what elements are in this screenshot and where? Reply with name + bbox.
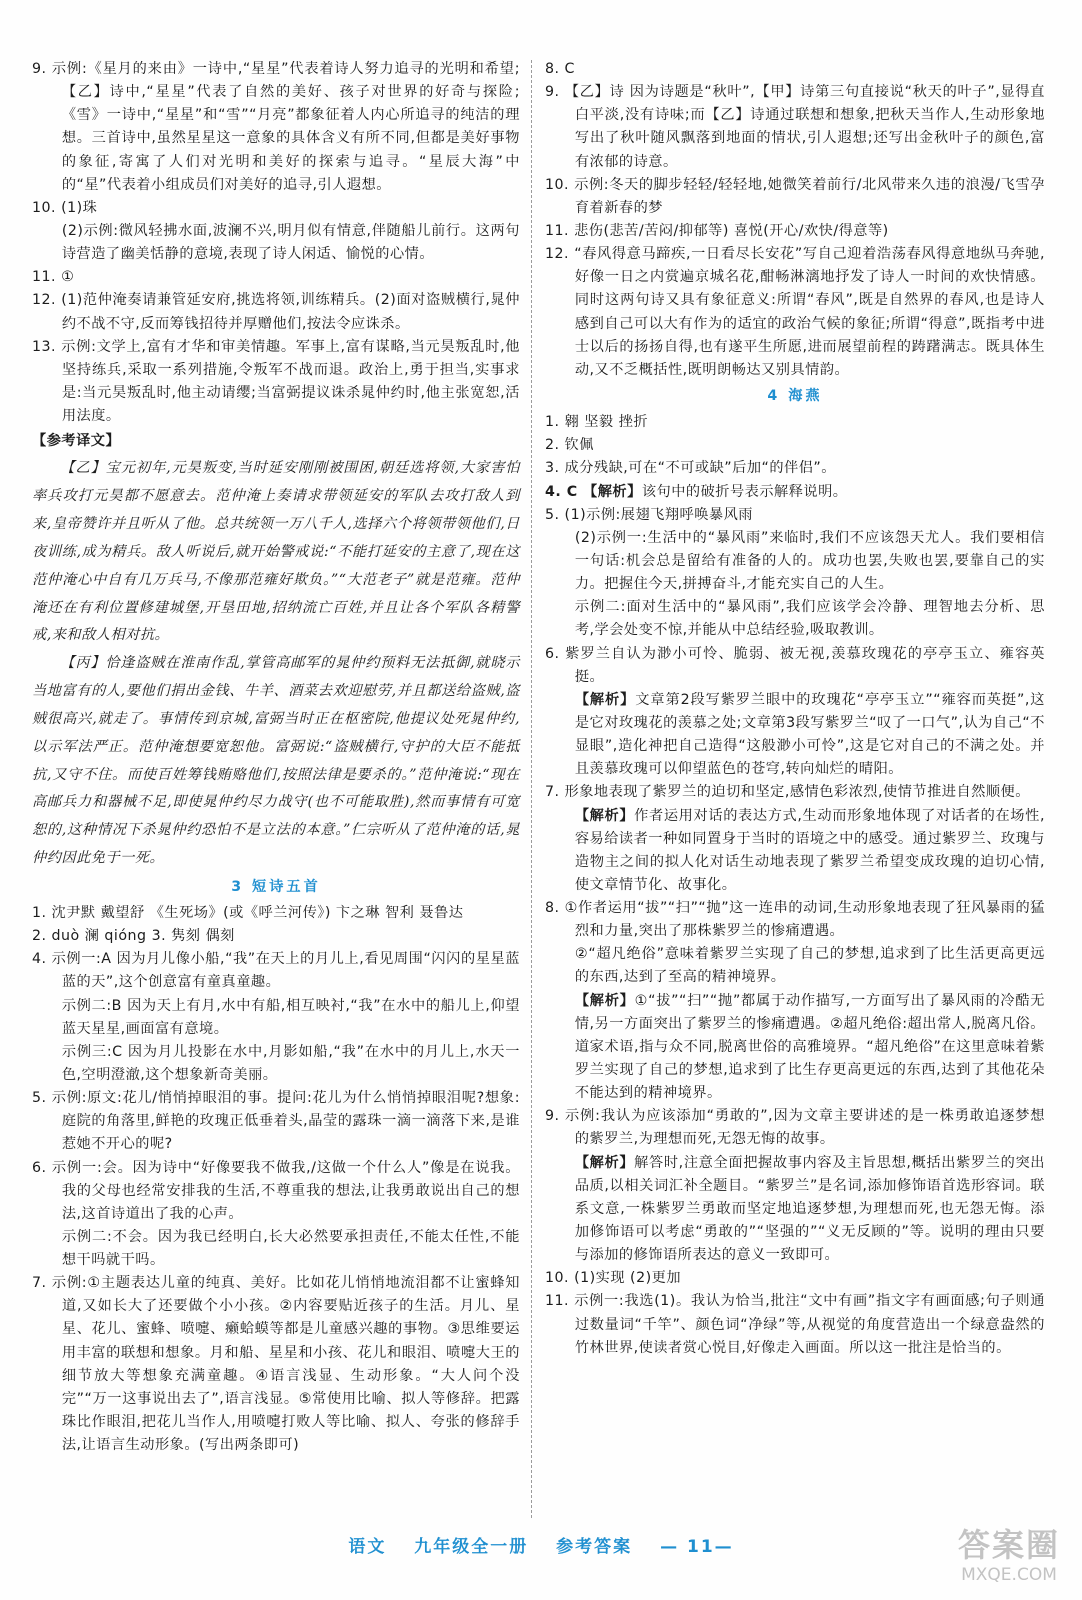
page-number: — 11— xyxy=(660,1537,734,1557)
s4-answer-8-a: 8. ①作者运用“拔”“扫”“抛”这一连串的动词,生动形象地表现了狂风暴雨的猛烈和力量,突出了那株紫罗兰的惨痛遭遇。 xyxy=(545,900,1045,940)
s4-answer-6: 6. 紫罗兰自认为渺小可怜、脆弱、被无视,羡慕玫瑰花的亭亭玉立、雍容英挺。 xyxy=(545,645,1045,685)
answer-11-left: 11. ① xyxy=(32,269,75,286)
s3-answer-6-b: 示例二:不会。因为我已经明白,长大必然要承担责任,不能太任性,不能想干吗就干吗。 xyxy=(61,1228,520,1269)
s4-answer-10: 10. (1)实现 (2)更加 xyxy=(545,1270,682,1287)
reference-translation-title: 【参考译文】 xyxy=(32,433,121,450)
answer-10-1: 10. (1)珠 xyxy=(32,199,98,216)
s3-answer-4-c: 示例三:C 因为月儿投影在水中,月影如船,“我”在水中的月儿上,水天一色,空明澄澈,这个想象新奇美丽。 xyxy=(61,1043,520,1083)
left-column xyxy=(32,58,520,1457)
s4-answer-11: 11. 示例一:我选(1)。我认为恰当,批注“文中有画”指文字有画面感;句子则通过数量词“千竿”、颜色词“净绿”等,从视觉的角度营造出一个绿意盎然的竹林世界,使读者赏心悦目,好像走入画面。所以这一批注是恰当的。 xyxy=(545,1293,1045,1356)
s4-analysis-9-text: 解答时,注意全面把握故事内容及主旨思想,概括出紫罗兰的突出品质,以相关词汇补全题目。“紫罗兰”是名词,添加修饰语首选形容词。联系文意,一株紫罗兰勇敢而坚定地追逐梦想,为理想而死,也无怨无悔。添加修饰语可以考虑“勇敢的”“坚强的”“义无反顾的”等。说明的理由只要与添加的修饰语所表达的意义一致即可。 xyxy=(574,1154,1045,1264)
footer-label: 参考答案 xyxy=(556,1537,633,1557)
s4-answer-4-text: 该句中的破折号表示解释说明。 xyxy=(641,483,848,500)
s3-answer-4-b: 示例二:B 因为天上有月,水中有船,相互映衬,“我”在水中的船儿上,仰望蓝天星星,画面富有意境。 xyxy=(61,997,520,1037)
right-column xyxy=(545,58,1045,1360)
s4-answer-3: 3. 成分残缺,可在“不可或缺”后加“的伴侣”。 xyxy=(545,460,836,477)
s4-answer-5-b: (2)示例一:生活中的“暴风雨”来临时,我们不应该怨天尤人。我们要相信一句话:机会总是留给有准备的人的。成功也罢,失败也罢,要靠自己的实力。把握住今天,拼搏奋斗,才能充实自己的人生。 xyxy=(574,529,1045,593)
s4-analysis-7-text: 作者运用对话的表达方式,生动而形象地体现了对话者的在场性,容易给读者一种如同置身于当时的语境之中的感受。通过紫罗兰、玫瑰与造物主之间的拟人化对话生动地表现了紫罗兰希望变成玫瑰的迫切心情,使文章情节化、故事化。 xyxy=(574,807,1045,893)
page-footer xyxy=(0,1532,1082,1557)
s4-analysis-6-text: 文章第2段写紫罗兰眼中的玫瑰花“亭亭玉立”“雍容而英挺”,这是它对玫瑰花的羡慕之处;文章第3段写紫罗兰“叹了一口气”,认为自己“不显眼”,造化神把自己造得“这般渺小可怜”,这是它对自己的不满之处。并且羡慕玫瑰可以仰望蓝色的苍穹,转向灿烂的晴阳。 xyxy=(574,691,1045,778)
s4-analysis-6-tag: 【解析】 xyxy=(574,691,636,708)
s4-answer-2: 2. 钦佩 xyxy=(545,437,594,454)
answer-9-left: 9. 示例:《星月的来由》一诗中,“星星”代表着诗人努力追寻的光明和希望;【乙】诗中,“星星”代表了自然的美好、孩子对世界的好奇与探险;《雪》一诗中,“星星”和“雪”“月亮”都象征着人内心所追寻的纯洁的理想。三首诗中,虽然星星这一意象的具体含义有所不同,但都是美好事物的象征,寄寓了人们对光明和美好的探索与追寻。“星辰大海”中的“星”代表着小组成员们对美好的追寻,引人遐想。 xyxy=(32,61,520,193)
s4-answer-5-c: 示例二:面对生活中的“暴风雨”,我们应该学会冷静、理智地去分析、思考,学会处变不惊,并能从中总结经验,吸取教训。 xyxy=(574,599,1045,639)
translation-bing: 【丙】恰逢盗贼在淮南作乱,掌管高邮军的晁仲约预料无法抵御,就晓示当地富有的人,要他们捐出金钱、牛羊、酒菜去欢迎慰劳,并且都送给盗贼,盗贼很高兴,就走了。事情传到京城,富弼当时正在枢密院,他提议处死晁仲约,以示军法严正。范仲淹想要宽恕他。富弼说:“盗贼横行,守护的大臣不能抵抗,又守不住。而使百姓筹钱贿赂他们,按照法律是要杀的。”范仲淹说:“现在高邮兵力和器械不足,即使晁仲约尽力战守(也不可能取胜),然而事情有可宽恕的,这种情况下杀晁仲约恐怕不是立法的本意。”仁宗听从了范仲淹的话,晁仲约因此免于一死。 xyxy=(32,655,520,866)
answer-13: 13. 示例:文学上,富有才华和审美情趣。军事上,富有谋略,当元昊叛乱时,他坚持练兵,采取一系列措施,令叛军不战而退。政治上,勇于担当,实事求是:当元昊叛乱时,他主动请缨;当富弼提议诛杀晁仲约时,他主张宽恕,活用法度。 xyxy=(32,338,520,425)
s4-answer-8-b: ②“超凡绝俗”意味着紫罗兰实现了自己的梦想,追求到了比生活更高更远的东西,达到了至高的精神境界。 xyxy=(574,946,1045,986)
watermark-logo-text: 答案圈 xyxy=(957,1526,1060,1564)
s4-analysis-9-tag: 【解析】 xyxy=(574,1154,635,1171)
s4-analysis-8-text: ①“拔”“扫”“抛”都属于动作描写,一方面写出了暴风雨的冷酷无情,另一方面突出了紫罗兰的惨痛遭遇。②超凡绝俗:超出常人,脱离凡俗。道家术语,指与众不同,脱离世俗的高雅境界。“超凡绝俗”在这里意味着紫罗兰实现了自己的梦想,追求到了比生存更高更远的东西,达到了其他花朵不能达到的精神境界。 xyxy=(574,992,1045,1102)
answer-9-right: 9. 【乙】诗 因为诗题是“秋叶”,【甲】诗第三句直接说“秋天的叶子”,显得直白平淡,没有诗味;而【乙】诗通过联想和想象,把秋天当作人,生动形象地写出了秋叶随风飘落到地面的情状,引人遐想;还写出金秋叶子的颜色,富有浓郁的诗意。 xyxy=(545,84,1045,170)
s4-analysis-8 xyxy=(545,990,1045,1106)
s3-answer-6-a: 6. 示例一:会。因为诗中“好像要我不做我,/这做一个什么人”像是在说我。我的父母也经常安排我的生活,不尊重我的想法,让我勇敢说出自己的想法,这首诗道出了我的心声。 xyxy=(32,1159,520,1222)
answer-12-right: 12. “春风得意马蹄疾,一日看尽长安花”写自己迎着浩荡春风得意地纵马奔驰,好像一日之内赏遍京城名花,酣畅淋漓地抒发了诗人一时间的欢快情感。同时这两句诗又具有象征意义:所谓“春风”,既是自然界的春风,也是诗人感到自己可以大有作为的适宜的政治气候的象征;所谓“得意”,既指考中进士以后的扬扬自得,也有遂平生所愿,进而展望前程的踌躇满志。既具体生动,又不乏概括性,既明朗畅达又别具情韵。 xyxy=(545,246,1045,378)
s3-answer-4-a: 4. 示例一:A 因为月儿像小船,“我”在天上的月儿上,看见周围“闪闪的星星蓝蓝的天”,这个创意富有童真童趣。 xyxy=(32,951,520,991)
section-title-3: 3 短诗五首 xyxy=(231,878,321,895)
answer-11-right: 11. 悲伤(悲苦/苦闷/抑郁等) 喜悦(开心/欢快/得意等) xyxy=(545,222,889,239)
answer-12-left: 12. (1)范仲淹奏请兼管延安府,挑选将领,训练精兵。(2)面对盗贼横行,晁仲约不战不守,反而筹钱招待并厚赠他们,按法令应诛杀。 xyxy=(32,292,520,332)
s3-answer-2-3: 2. duò 澜 qióng 3. 隽刻 偶刻 xyxy=(32,928,235,945)
translation-yi: 【乙】宝元初年,元昊叛变,当时延安刚刚被围困,朝廷选将领,大家害怕率兵攻打元昊都不愿意去。范仲淹上奏请求带领延安的军队去攻打敌人到来,皇帝赞许并且听从了他。总共统领一万八千人,选择六个将领带领他们,日夜训练,成为精兵。敌人听说后,就开始警戒说:“不能打延安的主意了,现在这范仲淹心中自有几万兵马,不像那范雍好欺负。”“大范老子”就是范雍。范仲淹还在有利位置修建城堡,开垦田地,招纳流亡百姓,并且让各个军队各精警戒,来和敌人相对抗。 xyxy=(32,460,520,644)
answer-10-right: 10. 示例:冬天的脚步轻轻/轻轻地,她微笑着前行/北风带来久违的浪漫/飞雪孕育着新春的梦 xyxy=(545,176,1045,216)
s3-answer-7: 7. 示例:①主题表达儿童的纯真、美好。比如花儿悄悄地流泪都不让蜜蜂知道,又如长大了还要做个小小孩。②内容要贴近孩子的生活。月儿、星星、花儿、蜜蜂、喷嚏、癞蛤蟆等都是儿童感兴趣的事物。③思维要运用丰富的联想和想象。月和船、星星和小孩、花儿和眼泪、喷嚏大王的细节放大等想象充满童趣。④语言浅显、生动形象。“大人问个没完”“万一这事说出去了”,语言浅显。⑤常使用比喻、拟人等修辞。把露珠比作眼泪,把花儿当作人,用喷嚏打败人等比喻、拟人、夸张的修辞手法,让语言生动形象。(写出两条即可) xyxy=(32,1275,520,1454)
footer-subject: 语文 xyxy=(348,1537,387,1557)
footer-grade: 九年级全一册 xyxy=(414,1537,529,1557)
answer-8: 8. C xyxy=(545,61,575,77)
watermark-url: MXQE.COM xyxy=(961,1565,1057,1585)
s3-answer-5: 5. 示例:原文:花儿/悄悄掉眼泪的事。提问:花儿为什么悄悄掉眼泪呢?想象:庭院的角落里,鲜艳的玫瑰正低垂着头,晶莹的露珠一滴一滴落下来,是谁惹她不开心的呢? xyxy=(32,1090,520,1153)
s4-answer-4-tag: 4. C 【解析】 xyxy=(545,483,642,500)
s4-answer-9: 9. 示例:我认为应该添加“勇敢的”,因为文章主要讲述的是一株勇敢追逐梦想的紫罗兰,为理想而死,无怨无悔的故事。 xyxy=(545,1108,1045,1148)
s4-analysis-6 xyxy=(545,689,1045,782)
s4-analysis-9 xyxy=(545,1152,1045,1268)
watermark-logo xyxy=(950,1525,1068,1589)
s3-answer-1: 1. 沈尹默 戴望舒 《生死场》(或《呼兰河传》) 卞之琳 智利 聂鲁达 xyxy=(32,904,464,921)
s4-answer-5-a: 5. (1)示例:展翅飞翔呼唤暴风雨 xyxy=(545,506,753,523)
section-title-4: 4 海燕 xyxy=(767,387,823,404)
s4-answer-4 xyxy=(545,481,1045,504)
column-divider xyxy=(531,60,532,1518)
s4-analysis-7-tag: 【解析】 xyxy=(574,807,635,824)
s4-answer-1: 1. 翱 坚毅 挫折 xyxy=(545,414,649,431)
s4-analysis-8-tag: 【解析】 xyxy=(574,992,635,1009)
answer-10-2: (2)示例:微风轻拂水面,波澜不兴,明月似有情意,伴随船儿前行。这两句诗营造了幽美恬静的意境,表现了诗人闲适、愉悦的心情。 xyxy=(61,222,520,263)
s4-analysis-7 xyxy=(545,805,1045,898)
s4-answer-7: 7. 形象地表现了紫罗兰的迫切和坚定,感情色彩浓烈,使情节推进自然顺便。 xyxy=(545,784,1030,801)
